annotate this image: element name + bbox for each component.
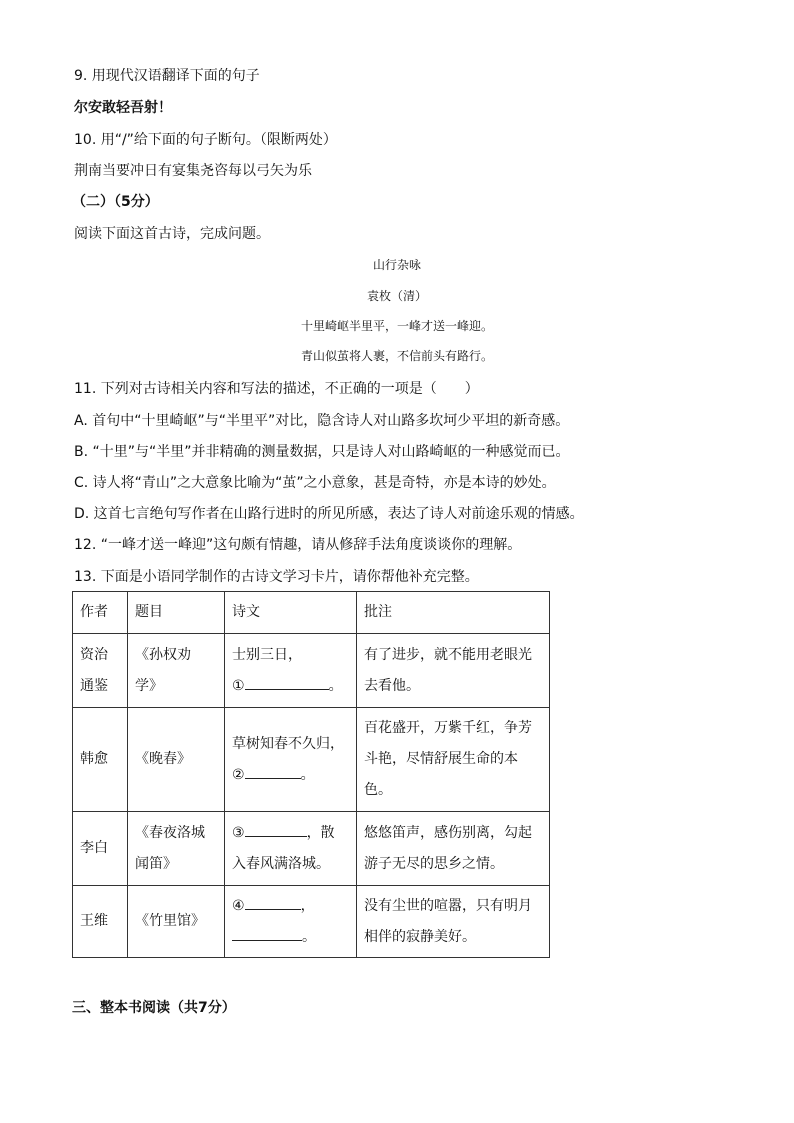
q10-title: 10. 用“/”给下面的句子断句。（限断两处） — [74, 132, 337, 148]
poem-title: 山行杂咏 — [372, 258, 421, 272]
fill-blank-1[interactable] — [245, 675, 329, 690]
table-row — [73, 634, 550, 708]
cell-note: 百花盛开，万紫千红，争芳 斗艳，尽情舒展生命的本 色。 — [357, 708, 550, 812]
fill-blank-4[interactable] — [245, 895, 301, 910]
cell-title: 《孙权劝 学》 — [128, 634, 225, 708]
q10-sentence: 荆南当要冲日有宴集尧咨每以弓矢为乐 — [74, 163, 312, 179]
header-title: 题目 — [128, 592, 225, 634]
cell-text: ③ ，散 入春风满洛城。 — [225, 812, 357, 886]
poem-author: 袁枚（清） — [366, 289, 427, 303]
cell-title: 《竹里馆》 — [128, 886, 225, 958]
cell-text: ④ ， 。 — [225, 886, 357, 958]
poem-line-1: 十里崎岖半里平，一峰才送一峰迎。 — [300, 319, 493, 333]
fill-blank-3[interactable] — [245, 822, 307, 837]
header-author: 作者 — [73, 592, 128, 634]
q12-title: 12. “一峰才送一峰迎”这句颇有情趣，请从修辞手法角度谈谈你的理解。 — [74, 537, 522, 553]
cell-title: 《春夜洛城 闻笛》 — [128, 812, 225, 886]
section3-heading: 三、整本书阅读（共7分） — [72, 1000, 236, 1016]
table-row — [73, 812, 550, 886]
q11-option-b: B. “十里”与“半里”并非精确的测量数据，只是诗人对山路崎岖的一种感觉而已。 — [74, 444, 570, 460]
poem-line-2: 青山似茧将人裹，不信前头有路行。 — [300, 349, 493, 363]
cell-author: 李白 — [73, 812, 128, 886]
q11-option-c: C. 诗人将“青山”之大意象比喻为“茧”之小意象，甚是奇特，亦是本诗的妙处。 — [74, 475, 556, 491]
header-note: 批注 — [357, 592, 550, 634]
section2-instruction: 阅读下面这首古诗，完成问题。 — [74, 226, 270, 242]
study-card-table — [72, 591, 550, 958]
cell-title: 《晚春》 — [128, 708, 225, 812]
cell-text: 草树知春不久归， ② 。 — [225, 708, 357, 812]
q11-option-a: A. 首句中“十里崎岖”与“半里平”对比，隐含诗人对山路多坎坷少平坦的新奇感。 — [74, 413, 570, 429]
cell-note: 悠悠笛声，感伤别离，勾起 游子无尽的思乡之情。 — [357, 812, 550, 886]
cell-author: 资治 通鉴 — [73, 634, 128, 708]
q11-title: 11. 下列对古诗相关内容和写法的描述，不正确的一项是（ ） — [74, 381, 479, 397]
q9-title: 9. 用现代汉语翻译下面的句子 — [74, 68, 260, 84]
q9-sentence: 尔安敢轻吾射！ — [74, 100, 172, 116]
cell-note: 没有尘世的喧嚣，只有明月 相伴的寂静美好。 — [357, 886, 550, 958]
table-header-row — [73, 592, 550, 634]
cell-author: 王维 — [73, 886, 128, 958]
table-row — [73, 886, 550, 958]
table-row — [73, 708, 550, 812]
cell-note: 有了进步，就不能用老眼光 去看他。 — [357, 634, 550, 708]
section2-heading: （二）（5分） — [72, 194, 159, 210]
q13-title: 13. 下面是小语同学制作的古诗文学习卡片，请你帮他补充完整。 — [74, 569, 479, 585]
header-text: 诗文 — [225, 592, 357, 634]
cell-author: 韩愈 — [73, 708, 128, 812]
cell-text: 士别三日， ① 。 — [225, 634, 357, 708]
fill-blank-2[interactable] — [245, 764, 301, 779]
fill-blank-5[interactable] — [232, 926, 302, 941]
q11-option-d: D. 这首七言绝句写作者在山路行进时的所见所感，表达了诗人对前途乐观的情感。 — [74, 506, 584, 522]
